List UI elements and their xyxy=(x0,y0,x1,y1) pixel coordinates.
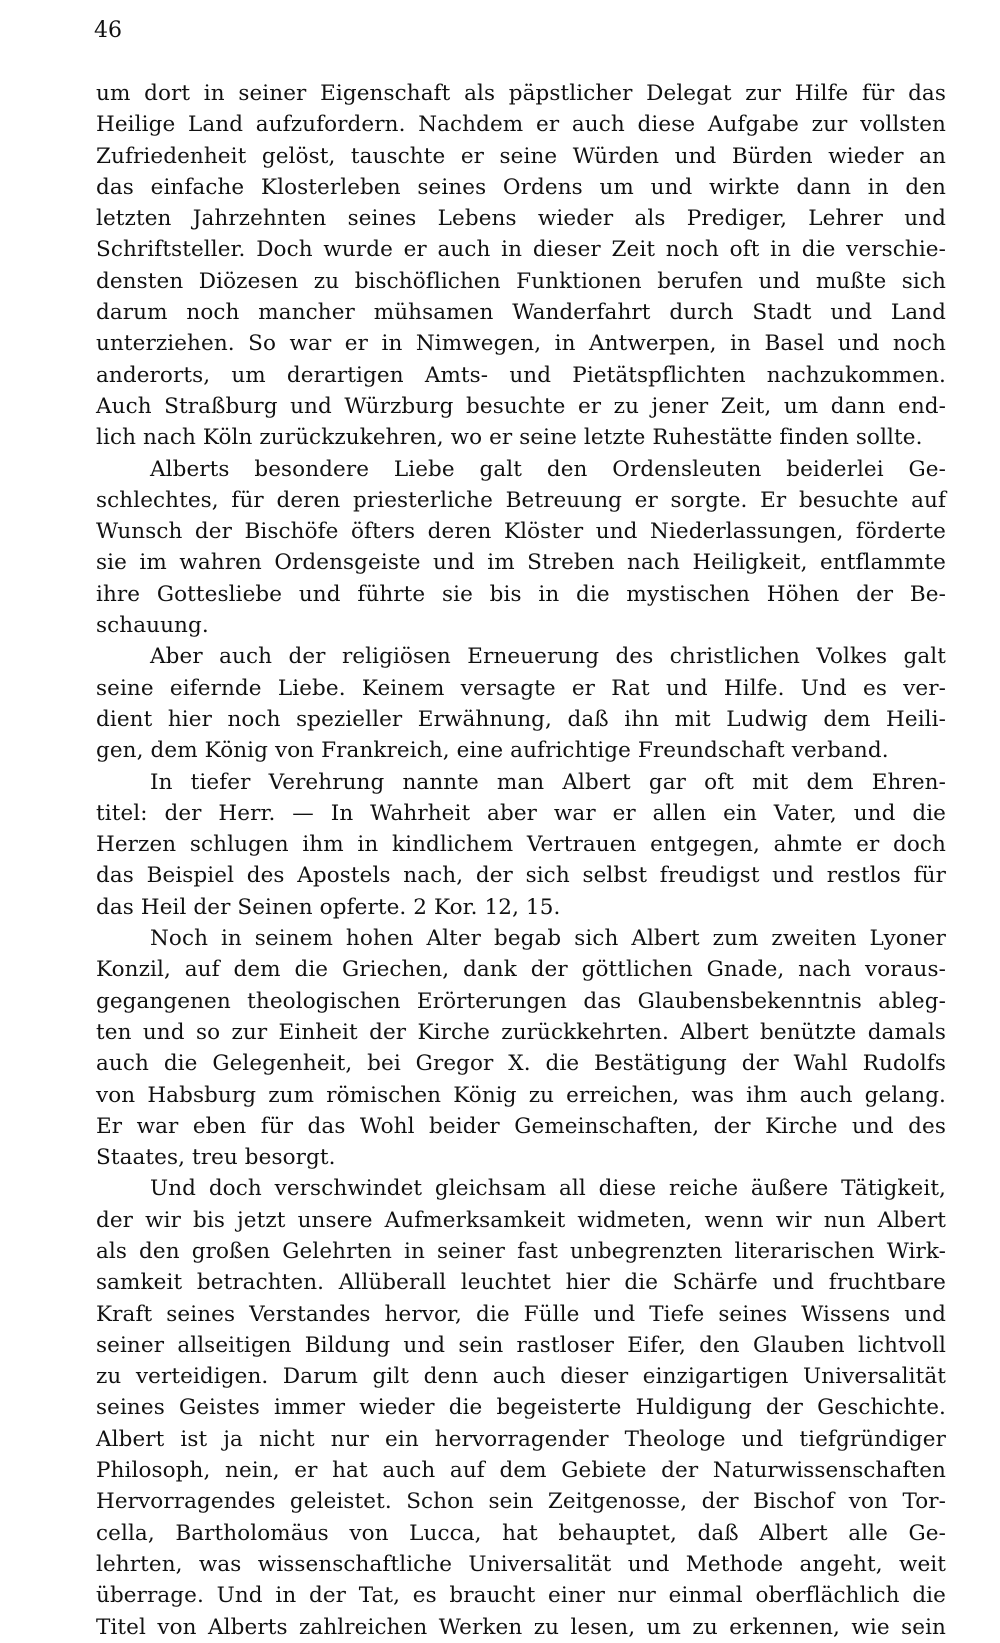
text-line: auch die Gelegenheit, bei Gregor X. die Bestätigung der Wahl Rudolfs xyxy=(96,1051,946,1077)
text-line: anderorts, um derartigen Amts- und Pietätspflichten nachzukommen. xyxy=(96,362,946,388)
text-line: schauung. xyxy=(96,613,209,639)
text-line: zu verteidigen. Darum gilt denn auch dieser einzigartigen Universalität xyxy=(96,1364,946,1390)
paragraph-first-line: Alberts besondere Liebe galt den Ordensleuten beiderlei Ge- xyxy=(150,456,946,482)
text-line: Heilige Land aufzufordern. Nachdem er auch diese Aufgabe zur vollsten xyxy=(96,112,946,138)
text-line: Herzen schlugen ihm in kindlichem Vertrauen entgegen, ahmte er doch xyxy=(96,832,946,858)
paragraph-first-line: Und doch verschwindet gleichsam all diese reiche äußere Tätigkeit, xyxy=(150,1176,946,1202)
text-line: cella, Bartholomäus von Lucca, hat behauptet, daß Albert alle Ge- xyxy=(96,1520,946,1546)
text-line: densten Diözesen zu bischöflichen Funktionen berufen und mußte sich xyxy=(96,268,946,294)
paragraph-first-line: Aber auch der religiösen Erneuerung des christlichen Volkes galt xyxy=(150,644,946,670)
text-line: Auch Straßburg und Würzburg besuchte er zu jener Zeit, um dann end- xyxy=(96,393,946,419)
text-line: seine eifernde Liebe. Keinem versagte er Rat und Hilfe. Und es ver- xyxy=(96,675,946,701)
text-line: Albert ist ja nicht nur ein hervorragender Theologe und tiefgründiger xyxy=(96,1426,946,1452)
text-line: das einfache Klosterleben seines Ordens um und wirkte dann in den xyxy=(96,174,946,200)
text-line: gen, dem König von Frankreich, eine aufrichtige Freundschaft verband. xyxy=(96,738,889,764)
text-line: Hervorragendes geleistet. Schon sein Zeitgenosse, der Bischof von Tor- xyxy=(96,1489,946,1515)
text-line: gegangenen theologischen Erörterungen das Glaubensbekenntnis ableg- xyxy=(96,988,946,1014)
text-line: von Habsburg zum römischen König zu erreichen, was ihm auch gelang. xyxy=(96,1082,946,1108)
paragraph-first-line: In tiefer Verehrung nannte man Albert gar oft mit dem Ehren- xyxy=(150,769,946,795)
text-line: schlechtes, für deren priesterliche Betreuung er sorgte. Er besuchte auf xyxy=(96,487,946,513)
text-line: lich nach Köln zurückzukehren, wo er seine letzte Ruhestätte finden sollte. xyxy=(96,425,923,451)
text-line: als den großen Gelehrten in seiner fast unbegrenzten literarischen Wirk- xyxy=(96,1238,946,1264)
text-line: dient hier noch spezieller Erwähnung, daß ihn mit Ludwig dem Heili- xyxy=(96,706,946,732)
text-line: Titel von Alberts zahlreichen Werken zu lesen, um zu erkennen, wie sein xyxy=(96,1614,946,1640)
text-line: Philosoph, nein, er hat auch auf dem Gebiete der Naturwissenschaften xyxy=(96,1458,946,1484)
body-text xyxy=(96,78,946,1643)
text-line: Zufriedenheit gelöst, tauschte er seine Würden und Bürden wieder an xyxy=(96,143,946,169)
text-line: unterziehen. So war er in Nimwegen, in Antwerpen, in Basel und noch xyxy=(96,331,946,357)
text-line: Kraft seines Verstandes hervor, die Fülle und Tiefe seines Wissens und xyxy=(96,1301,946,1327)
text-line: Er war eben für das Wohl beider Gemeinschaften, der Kirche und des xyxy=(96,1113,946,1139)
text-line: das Beispiel des Apostels nach, der sich selbst freudigst und restlos für xyxy=(96,863,946,889)
text-line: der wir bis jetzt unsere Aufmerksamkeit widmeten, wenn wir nun Albert xyxy=(96,1207,946,1233)
text-line: Konzil, auf dem die Griechen, dank der göttlichen Gnade, nach voraus- xyxy=(96,957,946,983)
text-line: lehrten, was wissenschaftliche Universalität und Methode angeht, weit xyxy=(96,1551,946,1577)
text-line: ten und so zur Einheit der Kirche zurückkehrten. Albert benützte damals xyxy=(96,1019,946,1045)
text-line: titel: der Herr. — In Wahrheit aber war er allen ein Vater, und die xyxy=(96,800,946,826)
paragraph-first-line: Noch in seinem hohen Alter begab sich Albert zum zweiten Lyoner xyxy=(150,926,946,952)
text-line: Schriftsteller. Doch wurde er auch in dieser Zeit noch oft in die verschie- xyxy=(96,237,946,263)
page-number: 46 xyxy=(94,18,122,43)
text-line: Staates, treu besorgt. xyxy=(96,1145,336,1171)
text-line: Wunsch der Bischöfe öfters deren Klöster und Niederlassungen, förderte xyxy=(96,519,946,545)
text-line: das Heil der Seinen opferte. 2 Kor. 12, 15. xyxy=(96,894,561,920)
text-line: sie im wahren Ordensgeiste und im Streben nach Heiligkeit, entflammte xyxy=(96,550,946,576)
text-line: darum noch mancher mühsamen Wanderfahrt durch Stadt und Land xyxy=(96,300,946,326)
text-line: überrage. Und in der Tat, es braucht einer nur einmal oberflächlich die xyxy=(96,1583,946,1609)
text-line: samkeit betrachten. Allüberall leuchtet hier die Schärfe und fruchtbare xyxy=(96,1270,946,1296)
text-line: ihre Gottesliebe und führte sie bis in die mystischen Höhen der Be- xyxy=(96,581,946,607)
text-line: seiner allseitigen Bildung und sein rastloser Eifer, den Glauben lichtvoll xyxy=(96,1332,946,1358)
text-line: um dort in seiner Eigenschaft als päpstlicher Delegat zur Hilfe für das xyxy=(96,81,946,106)
text-line: seines Geistes immer wieder die begeisterte Huldigung der Geschichte. xyxy=(96,1395,946,1421)
text-line: letzten Jahrzehnten seines Lebens wieder als Prediger, Lehrer und xyxy=(96,206,946,232)
